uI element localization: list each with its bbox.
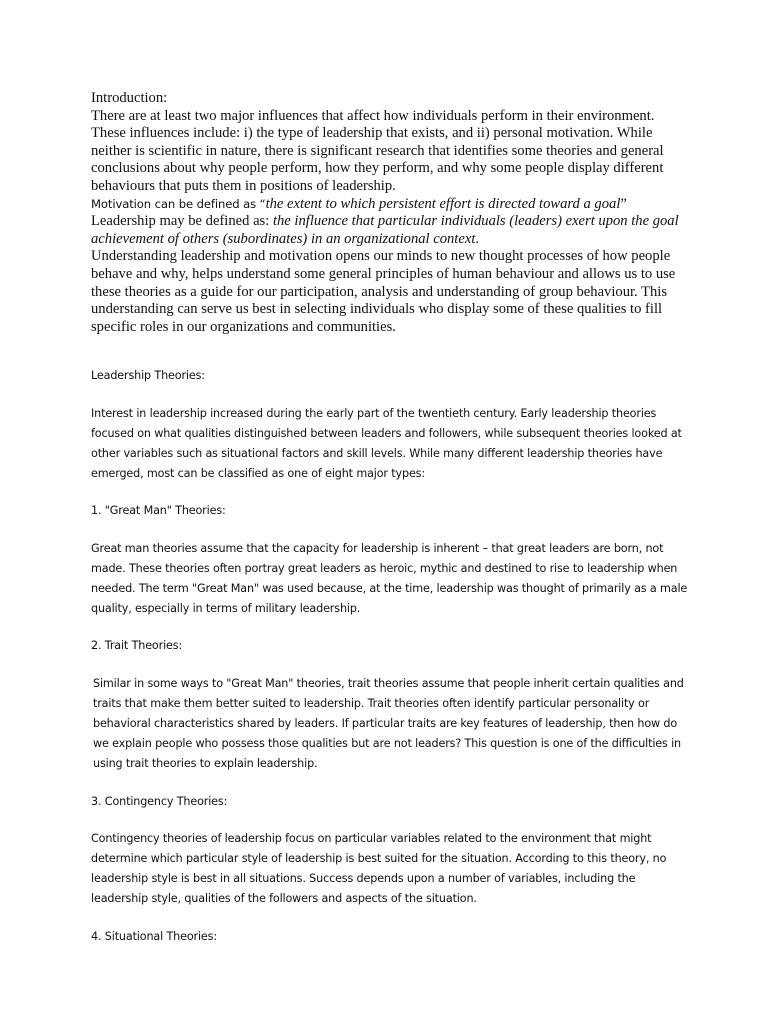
introduction-paragraph: There are at least two major influences that affect how individuals perform in their environment. These influences include: i) the type of leadership that exists, and ii) personal motivation. While neither is scientific in nature, there is significant research that identifies some theories and general conclusions about why people perform, how they perform, and why some people display different behaviours that puts them in positions of leadership. <box>91 107 664 194</box>
understanding-paragraph: Understanding leadership and motivation opens our minds to new thought processes of how people behave and why, helps understand some general principles of human behaviour and allows us to use these theories as a guide for our participation, analysis and understanding of group behaviour. This understanding can serve us best in selecting individuals who display some of these qualities to fill specific roles in our organizations and communities. <box>91 248 676 335</box>
introduction-section <box>91 90 691 336</box>
leadership-definition-text: the influence that particular individuals (leaders) exert upon the goal achievement of others (subordinates) in an organizational context <box>91 213 679 247</box>
introduction-heading: Introduction: <box>91 90 168 106</box>
contingency-text: Contingency theories of leadership focus on particular variables related to the environment that might determine which particular style of leadership is best suited for the situation. According to this theory, no leadership style is best in all situations. Success depends upon a number of variables, including the leadership style, qualities of the followers and aspects of the situation. <box>91 831 667 906</box>
leadership-theories-heading: Leadership Theories: <box>91 369 205 383</box>
motivation-close: ” <box>620 195 627 212</box>
great-man-heading: 1. "Great Man" Theories: <box>91 504 226 518</box>
motivation-definition-text: the extent to which persistent effort is directed toward a goal <box>265 195 621 212</box>
trait-text: Similar in some ways to "Great Man" theories, trait theories assume that people inherit certain qualities and traits that make them better suited to leadership. Trait theories often identify particular personality or behavioral characteristics shared by leaders. If particular traits are key features of leadership, then how do we explain people who possess those qualities but are not leaders? This question is one of the difficulties in using trait theories to explain leadership. <box>93 676 684 771</box>
contingency-heading: 3. Contingency Theories: <box>91 794 228 808</box>
trait-heading: 2. Trait Theories: <box>91 639 183 653</box>
motivation-definition <box>91 196 691 214</box>
motivation-lead: Motivation can be defined as “ <box>91 196 266 211</box>
leadership-theories-section <box>91 366 691 946</box>
leadership-lead: Leadership may be defined as: <box>91 213 273 230</box>
leadership-close: . <box>475 230 480 247</box>
great-man-text: Great man theories assume that the capacity for leadership is inherent – that great leaders are born, not made. These theories often portray great leaders as heroic, mythic and destined to rise to leadership when needed. The term "Great Man" was used because, at the time, leadership was thought of primarily as a male quality, especially in terms of military leadership. <box>91 541 688 616</box>
leadership-theories-intro: Interest in leadership increased during the early part of the twentieth century. Early leadership theories focused on what qualities distinguished between leaders and followers, while subsequent theories looked at other variables such as situational factors and skill levels. While many different leadership theories have emerged, most can be classified as one of eight major types: <box>91 406 682 481</box>
document-page <box>91 90 691 947</box>
leadership-definition <box>91 213 691 248</box>
situational-heading: 4. Situational Theories: <box>91 929 217 943</box>
